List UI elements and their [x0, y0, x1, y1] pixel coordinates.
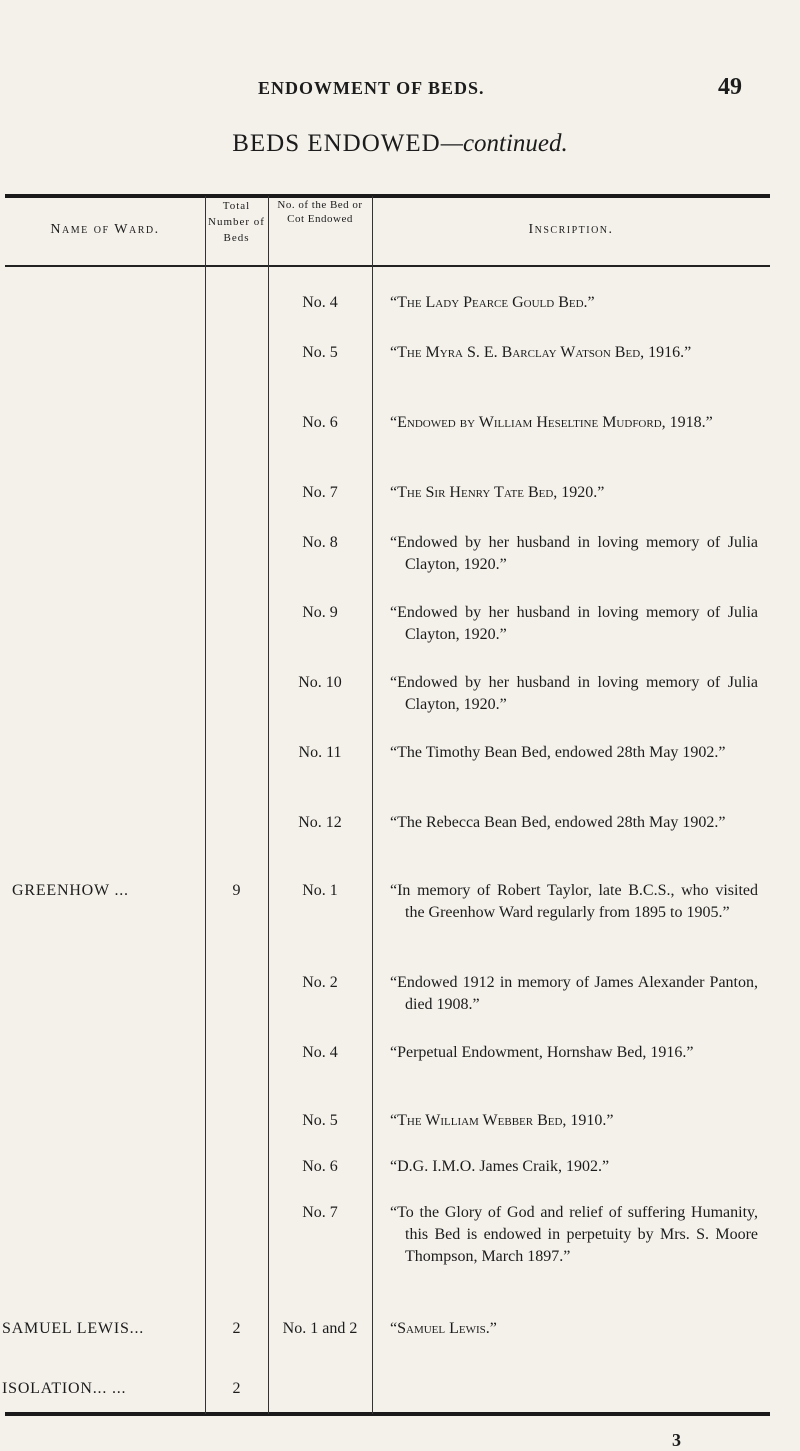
bed-number: No. 7: [302, 484, 338, 501]
bed-number: No. 2: [302, 974, 338, 991]
inscription: “The Rebecca Bean Bed, endowed 28th May 1902.”: [390, 814, 726, 831]
bed-number: No. 5: [302, 1112, 338, 1129]
inscription: “Perpetual Endowment, Hornshaw Bed, 1916.”: [390, 1044, 694, 1061]
bed-number: No. 4: [302, 294, 338, 311]
inscription: “To the Glory of God and relief of suffering Humanity, this Bed is endowed in perpetuity by Mrs. S. Moore Thompson, March 1897.”: [390, 1204, 758, 1265]
column-header-inscription: Inscription.: [528, 222, 614, 237]
ward-name: SAMUEL LEWIS...: [2, 1320, 145, 1337]
inscription: “The Sir Henry Tate Bed, 1920.”: [390, 484, 605, 501]
table-bottom-rule: [5, 1412, 770, 1416]
inscription: “Endowed 1912 in memory of James Alexander Panton, died 1908.”: [390, 974, 758, 1013]
signature-mark: 3: [672, 1430, 681, 1450]
column-header-name: Name of Ward.: [50, 222, 160, 237]
inscription: “The Lady Pearce Gould Bed.”: [390, 294, 595, 311]
bed-number: No. 6: [302, 414, 338, 431]
bed-number: No. 10: [298, 674, 342, 691]
inscription: “Samuel Lewis.”: [390, 1320, 497, 1337]
column-divider: [372, 196, 373, 1414]
total-beds: 9: [232, 882, 241, 899]
total-beds: 2: [232, 1380, 241, 1397]
table-header-rule: [5, 265, 770, 267]
bed-number: No. 8: [302, 534, 338, 551]
section-title-sub: —continued.: [440, 130, 568, 157]
column-divider: [268, 196, 269, 1414]
running-title: ENDOWMENT OF BEDS.: [258, 78, 485, 98]
table-top-rule: [5, 194, 770, 198]
bed-number: No. 5: [302, 344, 338, 361]
bed-number: No. 1: [302, 882, 338, 899]
bed-number: No. 7: [302, 1204, 338, 1221]
inscription: “Endowed by William Heseltine Mudford, 1918.”: [390, 414, 713, 431]
bed-number: No. 9: [302, 604, 338, 621]
column-divider: [205, 196, 206, 1414]
ward-name: ISOLATION... ...: [2, 1380, 127, 1397]
inscription: “Endowed by her husband in loving memory of Julia Clayton, 1920.”: [390, 674, 758, 713]
inscription: “D.G. I.M.O. James Craik, 1902.”: [390, 1158, 610, 1175]
bed-number: No. 11: [298, 744, 342, 761]
ward-name: GREENHOW ...: [12, 882, 129, 899]
inscription: “The Myra S. E. Barclay Watson Bed, 1916.”: [390, 344, 692, 361]
bed-number: No. 1 and 2: [282, 1320, 358, 1337]
column-header-bed: No. of the Bed or Cot Endowed: [277, 199, 363, 225]
inscription: “Endowed by her husband in loving memory of Julia Clayton, 1920.”: [390, 604, 758, 643]
bed-number: No. 4: [302, 1044, 338, 1061]
total-beds: 2: [232, 1320, 241, 1337]
column-header-total: Total Number of Beds: [208, 200, 265, 244]
inscription: “In memory of Robert Taylor, late B.C.S., who visited the Greenhow Ward regularly from 1895 to 1905.”: [390, 882, 758, 921]
inscription: “Endowed by her husband in loving memory of Julia Clayton, 1920.”: [390, 534, 758, 573]
inscription: “The Timothy Bean Bed, endowed 28th May 1902.”: [390, 744, 726, 761]
section-title-main: BEDS ENDOWED: [232, 130, 441, 157]
inscription: “The William Webber Bed, 1910.”: [390, 1112, 614, 1129]
bed-number: No. 12: [298, 814, 342, 831]
bed-number: No. 6: [302, 1158, 338, 1175]
running-head: [0, 74, 800, 108]
section-title: [0, 130, 800, 158]
page-number: 49: [718, 74, 742, 100]
